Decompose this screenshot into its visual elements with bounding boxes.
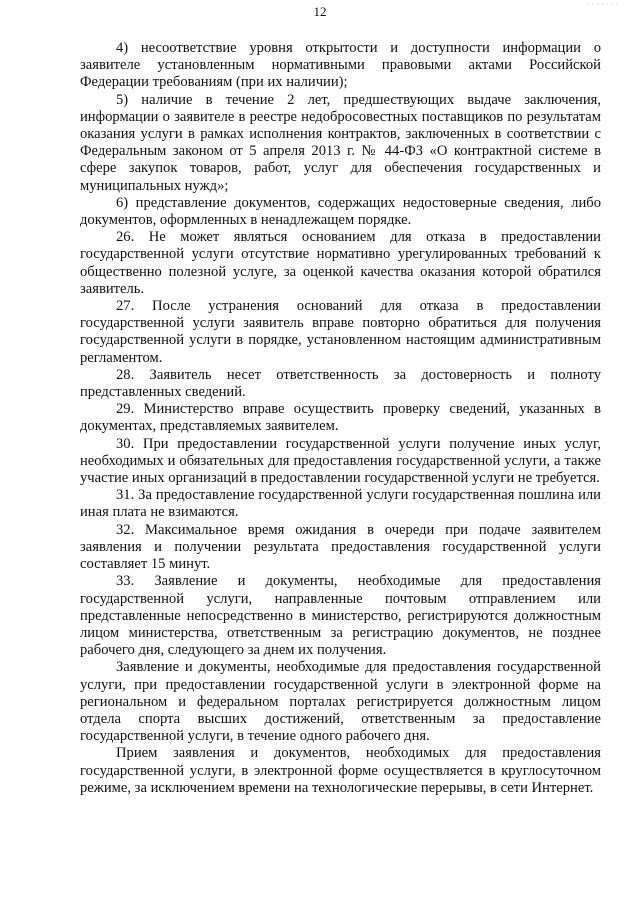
paragraph-31: 31. За предоставление государственной услуги государственная пошлина или иная плата не взимаются.	[80, 487, 601, 521]
paragraph-29: 29. Министерство вправе осуществить проверку сведений, указанных в документах, представляемых заявителем.	[80, 401, 601, 435]
paragraph-28: 28. Заявитель несет ответственность за достоверность и полноту представленных сведений.	[80, 366, 601, 401]
paragraph-30: 30. При предоставлении государственной услуги получение иных услуг, необходимых и обязательных для предоставления государственной услуги, а также участие иных организаций в предоставлении государственной услуги не требуется.	[80, 435, 601, 487]
document-body	[80, 40, 601, 797]
paragraph-33-electronic-registration: Заявление и документы, необходимые для предоставления государственной услуги, при предоставлении государственной услуги в электронной форме на региональном и федеральном порталах регистрируется должностным лицом отдела спорта высших достижений, ответственным за предоставление государственной услуги, в течение одного рабочего дня.	[80, 659, 601, 745]
paragraph-26: 26. Не может являться основанием для отказа в предоставлении государственной услуги отсутствие нормативно урегулированных требований к общественно полезной услуге, за оценкой качества оказания которой обратился заявитель.	[80, 229, 601, 297]
paragraph-32: 32. Максимальное время ожидания в очереди при подаче заявителем заявления и получении результата предоставления государственной услуги составляет 15 минут.	[80, 521, 601, 573]
paragraph-27: 27. После устранения оснований для отказа в предоставлении государственной услуги заявитель вправе повторно обратиться для получения государственной услуги в порядке, установленном настоящим административным регламентом.	[80, 298, 601, 366]
paragraph-33: 33. Заявление и документы, необходимые для предоставления государственной услуги, направленные почтовым отправлением или представленные непосредственно в министерство, регистрируются должностным лицом министерства, ответственным за регистрацию документов, не позднее рабочего дня, следующего за днем их получения.	[80, 573, 601, 659]
paragraph-33-round-the-clock: Прием заявления и документов, необходимых для предоставления государственной услуги, в электронной форме осуществляется в круглосуточном режиме, за исключением времени на технологические перерывы, в сети Интернет.	[80, 745, 601, 796]
corner-stamp-mark: · · ··· · · ·	[586, 0, 618, 6]
paragraph-4-transparency: 4) несоответствие уровня открытости и доступности информации о заявителе установленным нормативными правовыми актами Российской Федерации требованиям (при их наличии);	[80, 40, 601, 91]
paragraph-6-false-documents: 6) представление документов, содержащих недостоверные сведения, либо документов, оформленных в ненадлежащем порядке.	[80, 194, 601, 229]
paragraph-5-unfair-suppliers: 5) наличие в течение 2 лет, предшествующих выдаче заключения, информации о заявителе в реестре недобросовестных поставщиков по результатам оказания услуги в рамках исполнения контрактов, заключенных в соответствии с Федеральным законом от 5 апреля 2013 г. № 44-ФЗ «О контрактной системе в сфере закупок товаров, работ, услуг для обеспечения государственных и муниципальных нужд»;	[80, 91, 601, 194]
page-number: 12	[313, 4, 327, 19]
